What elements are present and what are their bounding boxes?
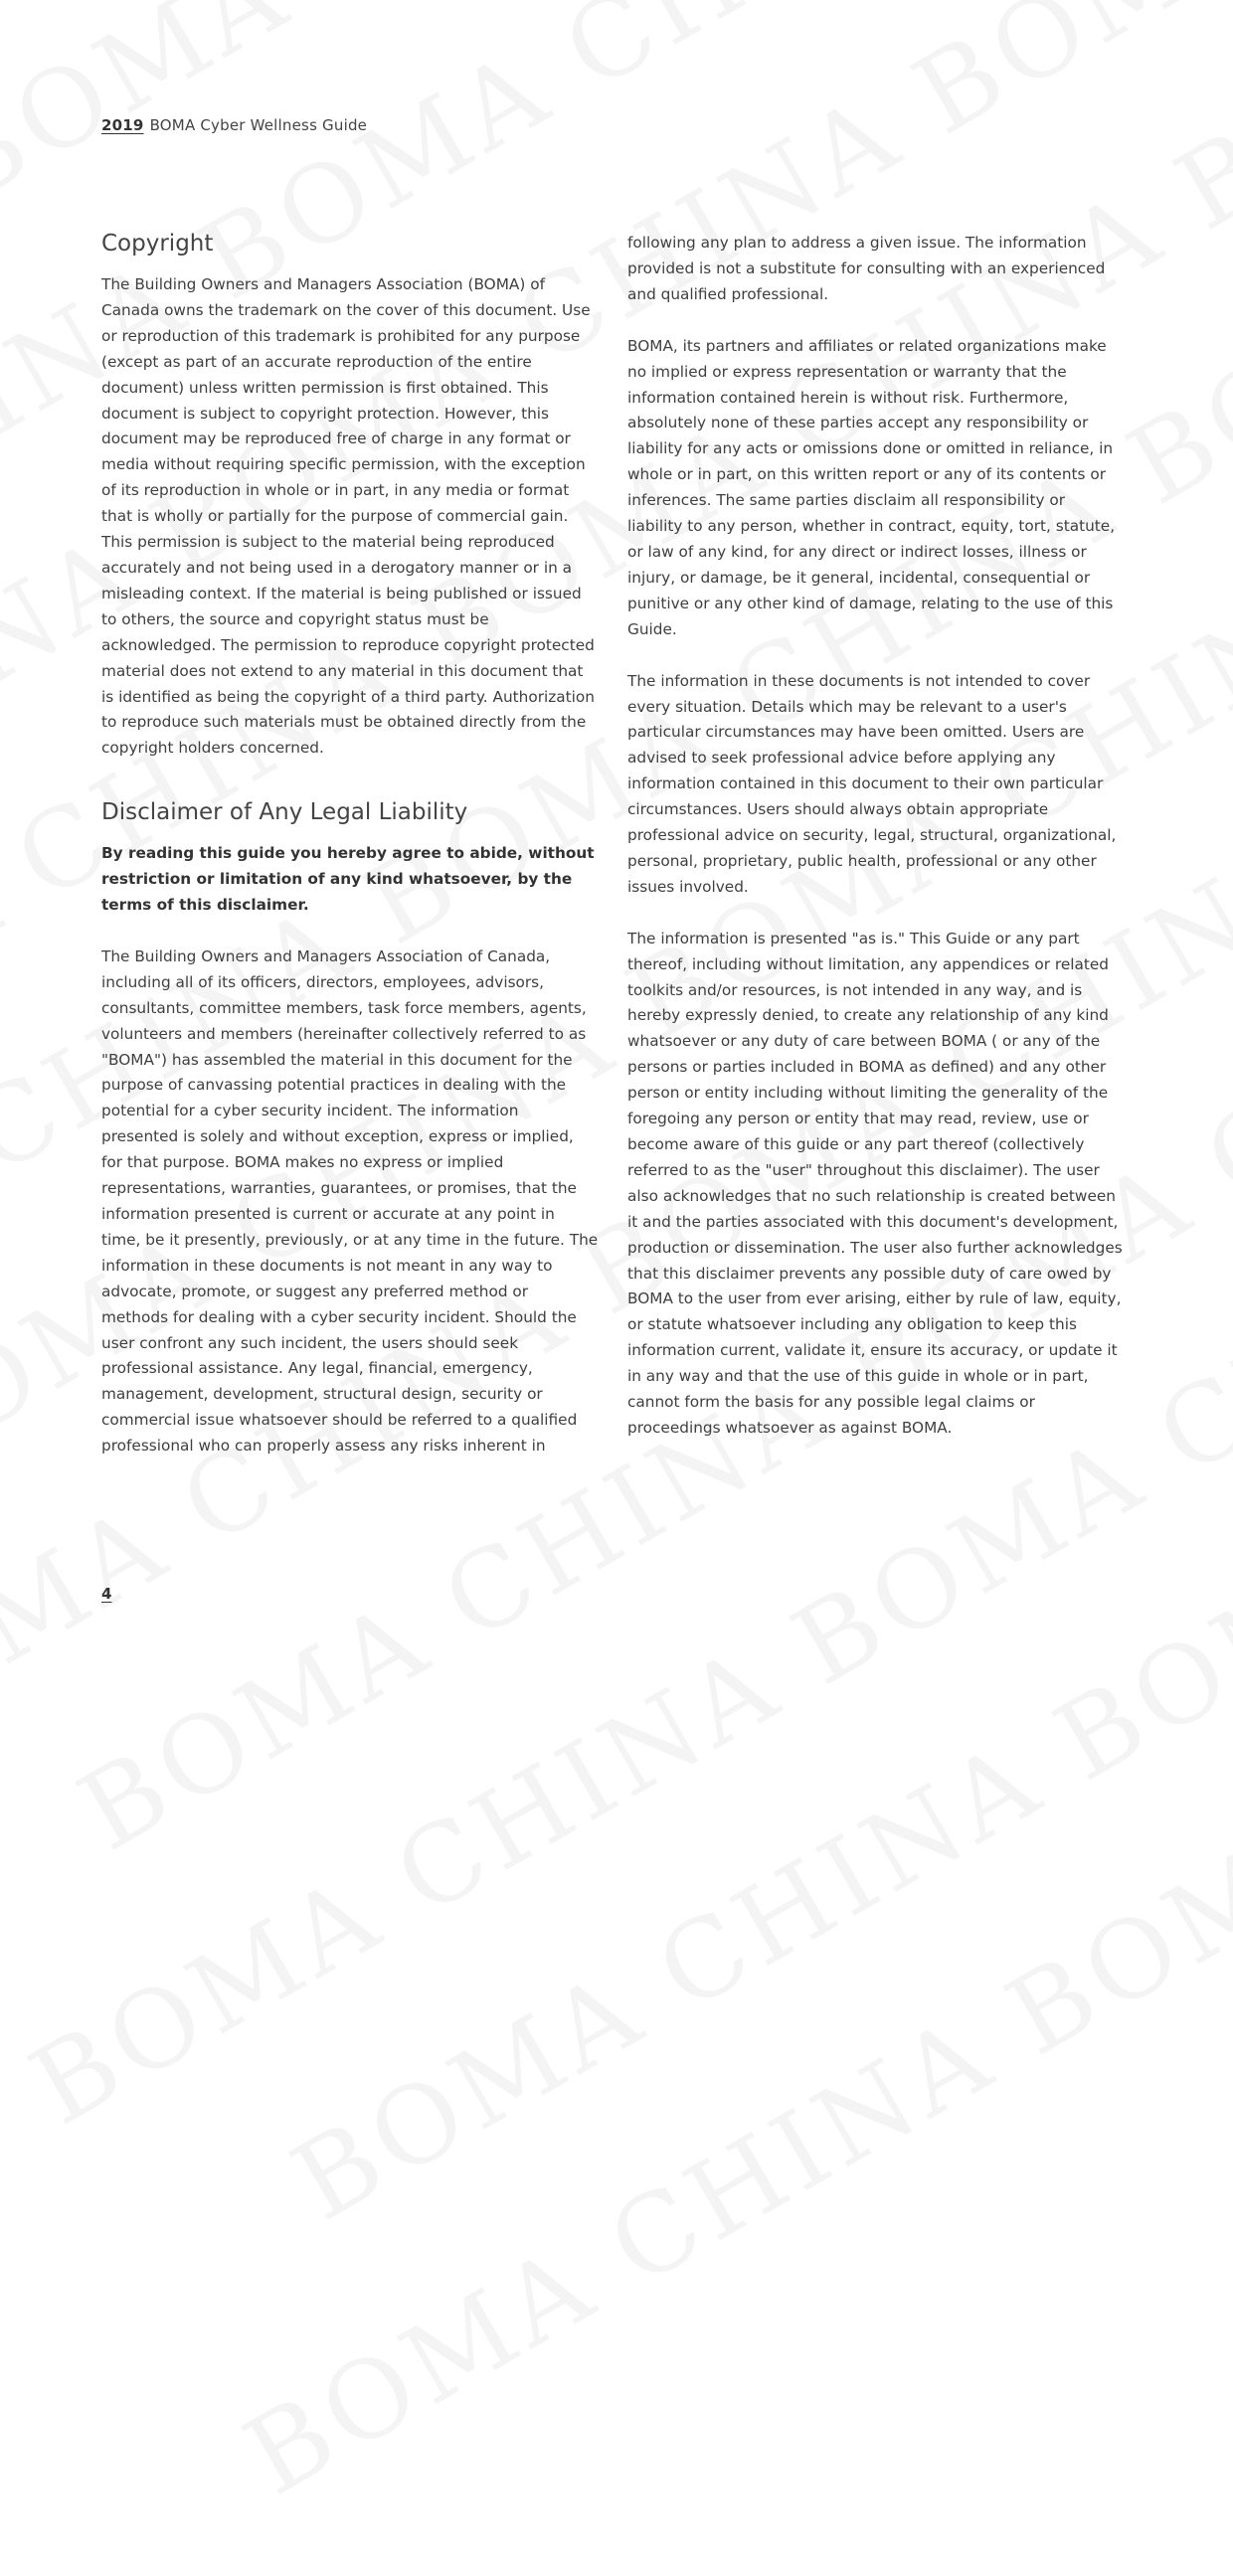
copyright-heading: Copyright	[101, 231, 214, 257]
disclaimer-heading: Disclaimer of Any Legal Liability	[101, 799, 468, 826]
right-paragraph-3: The information in these documents is not intended to cover every situation. Details which may be relevant to a user's particular circumstances may have been omitted. Users are advised to seek professional advice before applying any information contained in this document to their own particular circumstances. Users should always obtain appropriate professional advice on security, legal, structural, organizational, personal, proprietary, public health, professional or any other issues involved.	[627, 671, 1117, 896]
right-paragraph-1: following any plan to address a given issue. The information provided is not a substitute for consulting with an experienced and qualified professional.	[627, 234, 1106, 303]
left-column	[101, 231, 599, 1460]
right-paragraph-2: BOMA, its partners and affiliates or related organizations make no implied or express representation or warranty that the information contained herein is without risk. Furthermore, absolutely none of these parties accept any responsibility or liability for any acts or omissions done or omitted in reliance, in whole or in part, on this written report or any of its contents or inferences. The same parties disclaim all responsibility or liability to any person, whether in contract, equity, tort, statute, or law of any kind, for any direct or indirect losses, illness or injury, or damage, be it general, incidental, consequential or punitive or any other kind of damage, relating to the use of this Guide.	[627, 336, 1116, 638]
right-paragraph-4: The information is presented "as is." This Guide or any part thereof, including without limitation, any appendices or related toolkits and/or resources, is not intended in any way, and is hereby expressly denied, to create any relationship of any kind whatsoever or any duty of care between BOMA ( or any of the persons or parties included in BOMA as defined) and any other person or entity including without limiting the generality of the foregoing any person or entity that may read, review, use or become aware of this guide or any part thereof (collectively referred to as the "user" throughout this disclaimer). The user also acknowledges that no such relationship is created between it and the parties associated with this document's development, production or dissemination. The user also further acknowledges that this disclaimer prevents any possible duty of care owed by BOMA to the user from ever arising, either by rule of law, equity, or statute whatsoever including any obligation to keep this information current, validate it, ensure its accuracy, or update it in any way and that the use of this guide in whole or in part, cannot form the basis for any possible legal claims or proceedings whatsoever as against BOMA.	[627, 929, 1123, 1437]
disclaimer-bold-paragraph: By reading this guide you hereby agree to abide, without restriction or limitation of any kind whatsoever, by the terms of this disclaimer.	[101, 844, 595, 915]
right-column	[627, 231, 1125, 1442]
copyright-paragraph: The Building Owners and Managers Association (BOMA) of Canada owns the trademark on the cover of this document. Use or reproduction of this trademark is prohibited for any purpose (except as part of an accurate reproduction of the entire document) unless written permission is first obtained. This document is subject to copyright protection. However, this document may be reproduced free of charge in any format or media without requiring specific permission, with the exception of its reproduction in whole or in part, in any media or format that is wholly or partially for the purpose of commercial gain. This permission is subject to the material being reproduced accurately and not being used in a derogatory manner or in a misleading context. If the material is being published or issued to others, the source and copyright status must be acknowledged. The permission to reproduce copyright protected material does not extend to any material in this document that is identified as being the copyright of a third party. Authorization to reproduce such materials must be obtained directly from the copyright holders concerned.	[101, 275, 595, 758]
page-number: 4	[101, 1585, 112, 1603]
header-year: 2019	[101, 116, 144, 134]
header-title: BOMA Cyber Wellness Guide	[149, 116, 368, 134]
running-header	[101, 116, 367, 134]
disclaimer-paragraph: The Building Owners and Managers Association of Canada, including all of its officers, directors, employees, advisors, consultants, committee members, task force members, agents, volunteers and members (hereinafter collectively referred to as "BOMA") has assembled the material in this document for the purpose of canvassing potential practices in dealing with the potential for a cyber security incident. The information presented is solely and without exception, express or implied, for that purpose. BOMA makes no express or implied representations, warranties, guarantees, or promises, that the information presented is current or accurate at any point in time, be it presently, previously, or at any time in the future. The information in these documents is not meant in any way to advocate, promote, or suggest any preferred method or methods for dealing with a cyber security incident. Should the user confront any such incident, the users should seek professional assistance. Any legal, financial, emergency, management, development, structural design, security or commercial issue whatsoever should be referred to a qualified professional who can properly assess any risks inherent in	[101, 946, 599, 1456]
